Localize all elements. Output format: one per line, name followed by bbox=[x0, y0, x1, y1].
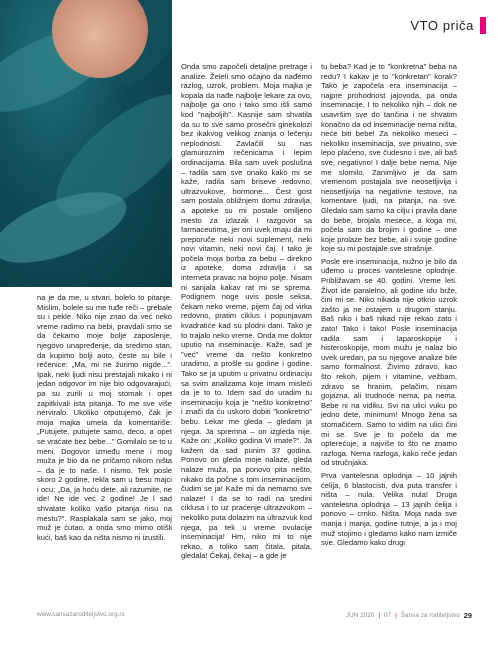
baby-photo bbox=[0, 0, 172, 287]
article-paragraph: Prva vantelesna oplodnja – 10 jajnih ćelija, 6 blastocisti, dva puta transfer i ništa – nula. Velika nula! Druga vantelesna oplodnja – 13 jajnih ćelija i ponovo – crnko. Ništa. Moja nada sve manja i manja, godine tutnje, a ja i moj muž stojimo i gledamo kako nam izmiče sve. Gledamo kako drugi bbox=[321, 470, 457, 548]
article-column-1 bbox=[37, 293, 172, 600]
footer-magazine: Šansa za roditeljstvo bbox=[400, 612, 460, 619]
section-accent-bar bbox=[480, 17, 486, 34]
article-paragraph: tu beba? Kad je to "konkretna" beba na redu? I kakav je to "konkretan" korak? Tako je započela era inseminacija – najpre prohodnost jajovoda, pa onda inseminacije. I to nekoliko njih – dok ne usavršim sve do tančina i ne shvatim konačno da od inseminacije nema ništa, neće biti bebe! Za nekoliko meseci – nekoliko inseminacija, sve privatno, sve lepo plaćeno, sve čudesno i sve, ali baš sve, negativno! I dalje bebe nema. Nije me slomilo. Zanimljivo je da sam vremenom postajala sve neosetljivija i neosetljivija na negativne testove, na komentare ljudi, na pitanja, na sve. Gledalo sam samo ka cilju i pravila dane do bebe, brojala mesece, a koga mi, počela sam da brojim i godine – one koje prolaze bez bebe, ali i svoje godine koje su mi postajale sve strašnije. bbox=[321, 62, 457, 254]
footer-issue: JUN 2020 bbox=[345, 612, 375, 619]
footer-website[interactable]: www.sansazaroditeljstvo.org.rs bbox=[37, 611, 125, 618]
page-number: 29 bbox=[463, 611, 472, 620]
section-header bbox=[410, 17, 486, 34]
article-column-2 bbox=[181, 62, 312, 600]
footer-separator: | bbox=[378, 612, 381, 619]
article-column-3 bbox=[321, 62, 457, 600]
article-paragraph: Onda smo započeli detaljne pretrage i analize. Želeli smo očajno da nađemo razlog, uzrok, problem. Moja majka je kopala da nađe najbolje lekare za ovo, najbolje ga ono i tako smo išli samo kod "najboljih". Kasnije sam shvatila da su to sve samo prosečni ginekolozi bez ikakvog velikog znanja o lečenju neplodnosti. Zavlačili su nas glamuroznim rečenicama i lepim ordinacijama. Bila sam uvek poslušna – radila sam sve onako kako mi se kaže, radila sam briseve redovno, ultrazvukove, hormone... Čest gost sam postala obližnjem domu zdravlja, a apoteke su mi postale omiljeno mesto za izlazak i razgovor sa farmaceutima, jer oni uvek imaju da mi preporuče neki novi suplement, neki novi vitamin, neki novi čaj. I tako je počela moja borba za bebu – direkno iz apoteke, doma zdravlja i sa interneta pravac na bojno polje. Nisam ni sanjala kakav rat mi se sprema. Podignem noge uvis posle seksa, čekam neko vreme, pijem čaj od virka redovno, pratim ciklus i popunjavam kvadratiće kad su plodni dani. Tako je to trajalo neko vreme. Onda me doktor uputio na inseminacije. Kaže, sad je "već" vreme da nešto konkretno uradimo, a prošle su godine i godine. Tako se ja uputim u privatnu ordinaciju sa svim analizama koje imam misleći da je to to. Idem sad do uradim tu inseminaciju koja je "nešto konkretno" i znači da ću uskoro dobiti "konkretno" bebu. Lekar me gleda – gledam ja njega. Ja spremna – on izgleda nije. Kaže on: „Koliko godina Vi imate?”. Ja kažem da sad punim 37 godina. Ponovo on gleda moje nalaze, gleda nalaze muža, pa ponovo pita nešto, nikako da počne s tom inseminacijom, čudim se ja! Kaže mi da nemamo sve nalaze! I da se to radi na sredini ciklusa i to uz praćenje ultrazvukom – nekoliko puta dolazim na ultrazvuk kod njega, pa tek u vreme ovulacije inseminacija! Hm, niko mi to nije rekao, a toliko sam čitala, pitala, gledala! Čekaj, čekaj – a gde je bbox=[181, 62, 312, 561]
footer-meta bbox=[346, 611, 472, 620]
footer-separator: | bbox=[395, 612, 397, 619]
article-paragraph: na je da me, u stvari, bolelo to pitanje. Mislim, bolele su me tuđe reči – grebale su i pekle. Niko nije znao da već neko vreme radimo na bebi, pravdali smo se da čekamo moje bolje zaposlenje, njegovo unapređenje, da sredimo stan, da kupimo bolji auto, česte su bile i rečenice: „Ma, mi ne žurimo nigde...”. Ipak, neki ljudi nisu prestajali nikako i ni jedan odgovor im nije bio odgovarajući, pa su zurili u moj stomak i opet zapitkivali ista pitanja. To me sve više nerviralo. Ukoliko otputujemo, čak je moja majka umela da komentariše: „Putujete, putujete samo, deco, a opet se vraćate bez bebe...” Gomilalo se to u meni. Dogovor između mene i mog muža je bio da ne pričamo nikom ništa – da je to naše. I nismo. Tek posle skoro 2 godine, rekla sam u besu majci i ocu: „Da, ja hoću dete, ali razumite, ne ide! Ne ide već 2 godine! Je l sad shvatate koliko vašo pitanja nisu na mestu?”. Rasplakala sam se jako, moj muž je ćutao, a onda smo mirno otišli kući, baš kao da ništa nismo ni izustili. bbox=[37, 293, 172, 542]
section-title: VTO priča bbox=[410, 18, 474, 33]
footer-number: 07 bbox=[384, 612, 392, 619]
article-paragraph: Posle ere inseminacija, nužno je bilo da uđemo u proces vantelesne oplodnje. Približavam se 40. godini. Vreme leti. Život ide paralelno, ali godine idu brže, čini mi se. Niko nikada nije otkrio uzrok zašto ja ne ostajem u drugom stanju. Baš niko i baš nikad nije rekao zato i zato! Tako i tako! Posle inseminacija radila sam i laparoskopije i histeroskopije, mom mužu je nalaz bio uvek uredan, pa su njegove analize bile samo formalnost. Živimo zdravo, kao što rekoh, pijem i vitamine, vežbam, zdravo se hranim, pelačim, nisam gojazna, ali trudnoće nema, pa nema. Bebe ni na vidiku. Svi na ulici vuku po jedno dete, minimum! Mnogo žena sa stomačićem. Samo to vidim na ulici čini mi se. Sve je to počelo da me opterećuje, a najviše to što ne znamo razloga. Nema razloga, kako reče jedan od stručnjaka. bbox=[321, 256, 457, 468]
